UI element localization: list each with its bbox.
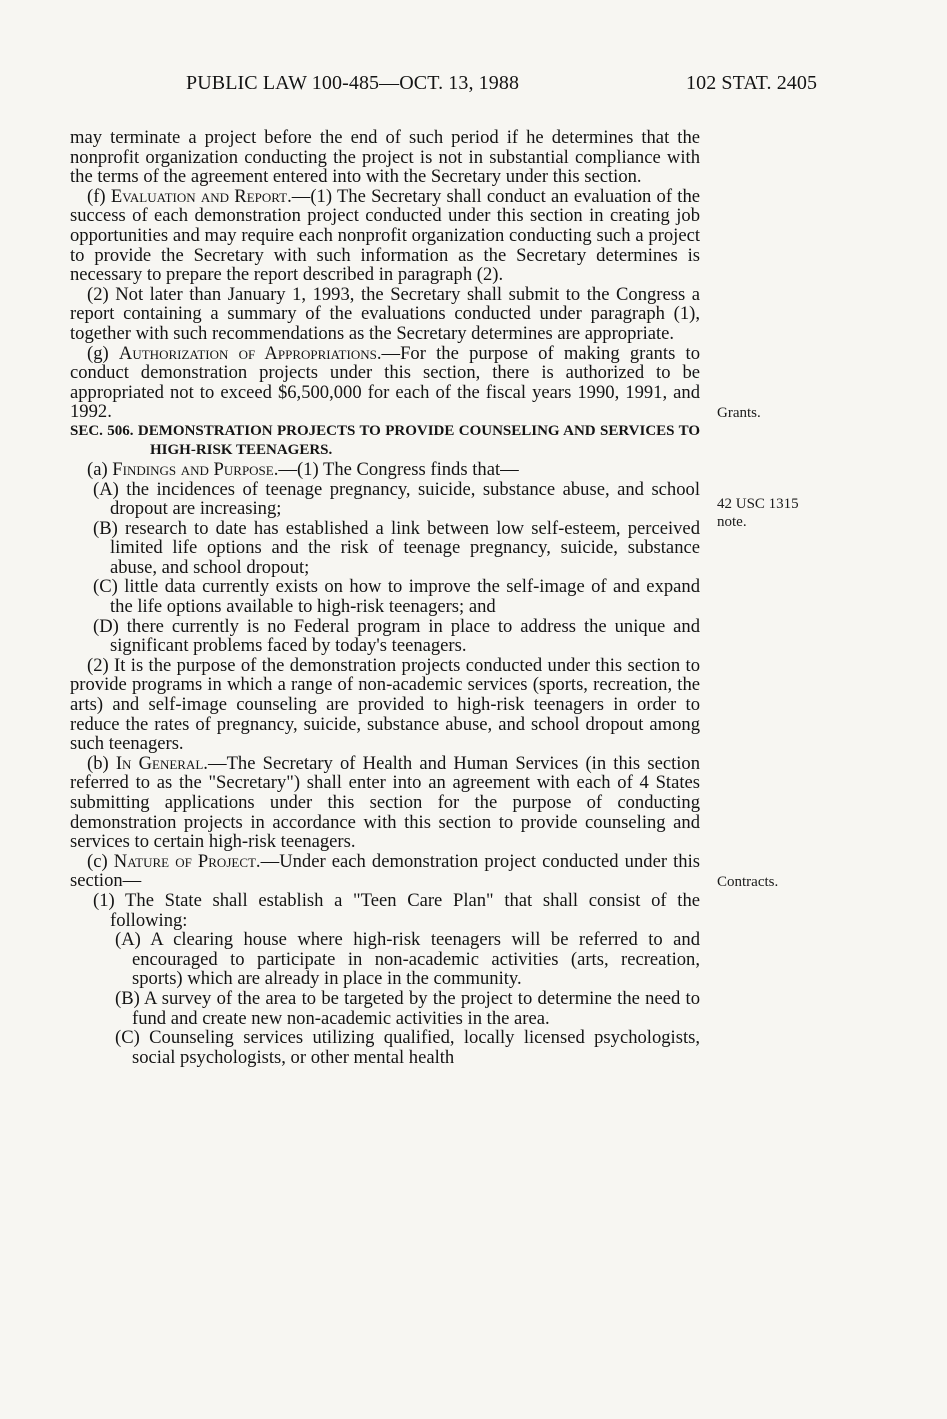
paragraph-c1: (1) The State shall establish a "Teen Care Plan" that shall consist of the following: xyxy=(93,889,700,931)
subsection-a-paragraph-2: (2) It is the purpose of the demonstration projects conducted under this section to provide programs in which a range of non-academic services (sports, recreation, the arts) and self-image counseling are provided to high-risk teenagers in order to reduce the rates of pregnancy, suicide, substance abuse, and school dropout among such teenagers. xyxy=(70,654,700,755)
subsection-b-text: —The Secretary of Health and Human Services (in this section referred to as the "Secretary") shall enter into an agreement with each of 4 States submitting applications under this section for the purpose of conducting demonstration projects in accordance with this section to provide counseling and services to certain high-risk teenagers. xyxy=(70,752,700,853)
subsection-a-heading: Findings and Purpose. xyxy=(112,458,279,480)
subsection-g xyxy=(70,344,700,422)
subsection-a-text: —(1) The Congress finds that— xyxy=(278,458,519,480)
subsection-c-label: (c) xyxy=(87,850,108,872)
subsection-g-text: —For the purpose of making grants to conduct demonstration projects under this section, there is authorized to be appropriated not to exceed $6,500,000 for each of the fiscal years 1990, 1991, and 1992. xyxy=(70,342,701,423)
subsection-c-text: —Under each demonstration project conducted under this section— xyxy=(70,850,700,892)
subsection-f-label: (f) xyxy=(87,185,106,207)
subsection-g-label: (g) xyxy=(87,342,109,364)
page-stat-number: 102 STAT. 2405 xyxy=(686,72,818,94)
margin-note-contracts: Contracts. xyxy=(717,874,779,890)
finding-b: (B) research to date has established a link between low self-esteem, perceived limited life options and the risk of teenage pregnancy, suicide, substance abuse, and school dropout; xyxy=(93,517,700,578)
subsection-c xyxy=(70,852,700,891)
subsection-b xyxy=(70,754,700,852)
finding-c: (C) little data currently exists on how to improve the self-image of and expand the life options available to high-risk teenagers; and xyxy=(93,576,700,618)
finding-a: (A) the incidences of teenage pregnancy, suicide, substance abuse, and school dropout are increasing; xyxy=(93,478,700,520)
paragraph-intro: may terminate a project before the end of such period if he determines that the nonprofit organization conducting the project is not in substantial compliance with the terms of the agreement entered into with the Secretary under this section. xyxy=(70,127,700,188)
section-506-heading: SEC. 506. DEMONSTRATION PROJECTS TO PROVIDE COUNSELING AND SERVICES TO HIGH-RISK TEENAGERS. xyxy=(70,422,700,458)
subsection-f-paragraph-2: (2) Not later than January 1, 1993, the Secretary shall submit to the Congress a report containing a summary of the evaluations conducted under paragraph (1), together with such recommendations as the Secretary determines are appropriate. xyxy=(70,283,700,344)
finding-d: (D) there currently is no Federal program in place to address the unique and significant problems faced by today's teenagers. xyxy=(93,615,700,657)
subsection-f xyxy=(70,187,700,285)
running-header-title: PUBLIC LAW 100-485—OCT. 13, 1988 xyxy=(186,72,520,94)
margin-note-usc-line-1: 42 USC 1315 xyxy=(717,496,799,512)
item-c1-b: (B) A survey of the area to be targeted by the project to determine the need to fund and create new non-academic activities in the area. xyxy=(115,987,700,1029)
body-text xyxy=(70,128,700,1067)
subsection-a xyxy=(70,460,700,480)
subsection-f-text: —(1) The Secretary shall conduct an evaluation of the success of each demonstration project conducted under this section in creating job opportunities and may require each nonprofit organization conducting such a project to provide the Secretary with such information as the Secretary determines is necessary to prepare the report described in paragraph (2). xyxy=(70,185,701,286)
subsection-c-heading: Nature of Project. xyxy=(113,850,261,872)
margin-note-usc xyxy=(717,495,799,531)
margin-note-grants: Grants. xyxy=(717,405,761,421)
subsection-b-heading: In General. xyxy=(115,752,208,774)
subsection-f-heading: Evaluation and Report. xyxy=(110,185,292,207)
item-c1-c: (C) Counseling services utilizing qualified, locally licensed psychologists, social psychologists, or other mental health xyxy=(115,1027,700,1068)
item-c1-a: (A) A clearing house where high-risk teenagers will be referred to and encouraged to participate in non-academic activities (arts, recreation, sports) which are already in place in the community. xyxy=(115,929,700,990)
subsection-a-label: (a) xyxy=(87,458,108,480)
subsection-g-heading: Authorization of Appropriations. xyxy=(118,342,382,364)
margin-note-usc-line-2: note. xyxy=(717,514,747,530)
subsection-b-label: (b) xyxy=(87,752,109,774)
